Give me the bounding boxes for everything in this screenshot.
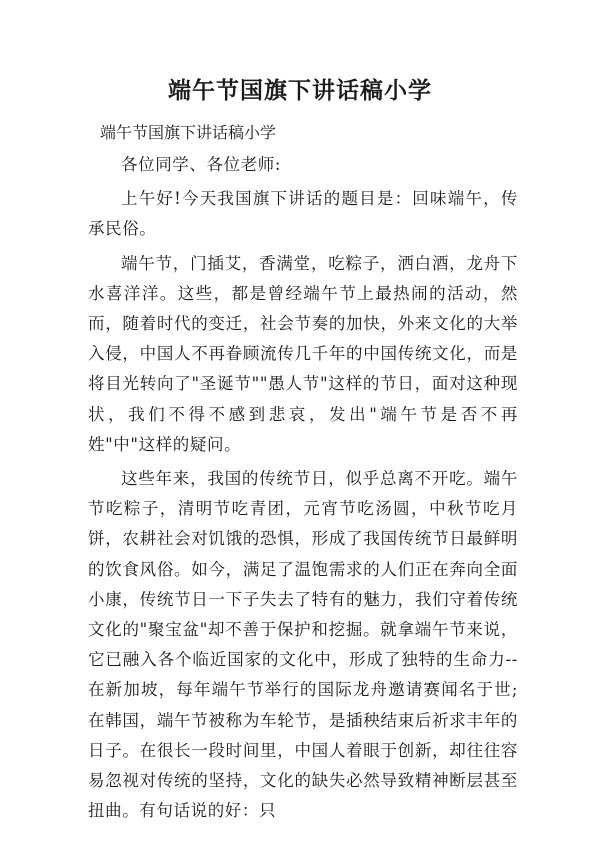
paragraph: 端午节，门插艾，香满堂，吃粽子，洒白酒，龙舟下水喜洋洋。这些，都是曾经端午节上最热闹的活动，然而，随着时代的变迁，社会节奏的加快，外来文化的大举入侵，中国人不再眷顾流传几千年的中国传统文化，而是将目光转向了"圣诞节""愚人节"这样的节日，面对这种现状，我们不得不感到悲哀，发出"端午节是否不再姓"中"这样的疑问。 [88,253,518,454]
document-title: 端午节国旗下讲话稿小学 [168,77,432,104]
document-subtitle: 端午节国旗下讲话稿小学 [100,123,277,142]
document-body [88,150,518,826]
paragraph: 上午好!今天我国旗下讲话的题目是：回味端午，传承民俗。 [88,189,518,239]
greeting: 各位同学、各位老师: [121,155,282,174]
paragraph: 这些年来，我国的传统节日，似乎总离不开吃。端午节吃粽子，清明节吃青团，元宵节吃汤圆，中秋节吃月饼，农耕社会对饥饿的恐惧，形成了我国传统节日最鲜明的饮食风俗。如今，满足了温饱需求的人们正在奔向全面小康，传统节日一下子失去了特有的魅力，我们守着传统文化的"聚宝盆"却不善于保护和挖掘。就拿端午节来说，它已融入各个临近国家的文化中，形成了独特的生命力--在新加坡，每年端午节举行的国际龙舟邀请赛闻名于世;在韩国，端午节被称为车轮节，是插秧结束后祈求丰年的日子。在很长一段时间里，中国人着眼于创新，却往往容易忽视对传统的坚持，文化的缺失必然导致精神断层甚至扭曲。有句话说的好：只 [88,469,518,821]
